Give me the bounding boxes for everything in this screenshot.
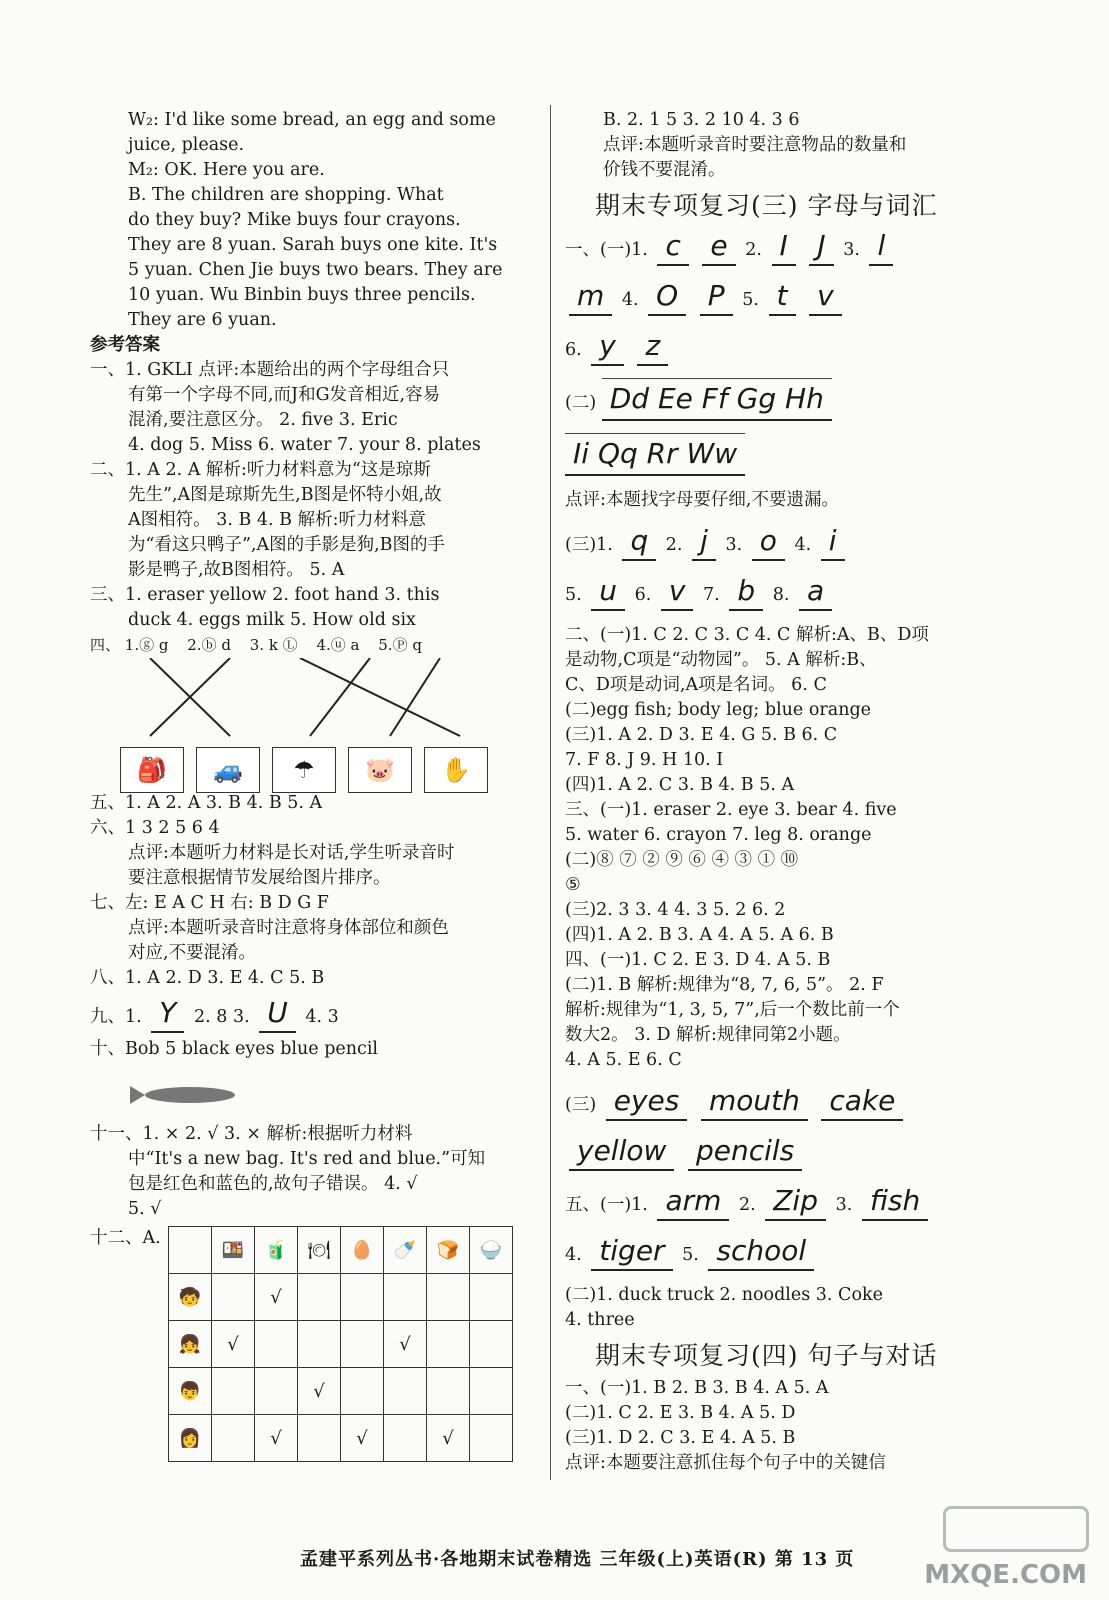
handwritten-letter: i [821,523,845,561]
label: 3. [843,240,860,260]
table-cell [255,1368,298,1415]
answer-line: (四)1. A 2. B 3. A 4. A 5. A 6. B [565,925,834,945]
bread-icon: 🍞 [427,1227,470,1274]
letter-pair: 1.ⓖ g [124,636,169,654]
answer-line: A图相符。 3. B 4. B 解析:听力材料意 [128,510,426,530]
table-cell [212,1274,255,1321]
left-column [90,108,540,1462]
table-row [169,1368,513,1415]
letter-pair: 4.ⓤ a [316,636,360,654]
rice-icon: 🍚 [470,1227,513,1274]
answer-line: (二)1. C 2. E 3. B 4. A 5. D [565,1403,796,1423]
backpack-icon: 🎒 [120,747,184,793]
table-cell: √ [341,1415,384,1462]
q9-line [90,995,540,1033]
match-line [300,658,460,736]
answers-title: 参考答案 [90,335,160,355]
handwritten-letter: l [869,228,893,266]
passage-line: 10 yuan. Wu Binbin buys three pencils. [128,285,476,305]
answer-line: duck 4. eggs milk 5. How old six [128,610,416,630]
label: 8. [772,585,790,605]
handwritten-letter: m [569,278,612,316]
handwritten-word: school [708,1233,814,1271]
handwritten-letter: v [809,278,842,316]
label: 3. [835,1195,853,1215]
answer-line: 一、1. GKLI 点评:本题给出的两个字母组合只 [90,360,450,380]
handwritten-letter: I [772,228,796,266]
answer-line: 三、(一)1. eraser 2. eye 3. bear 4. five [565,800,897,820]
handwritten-letter: c [657,228,688,266]
answer-line: 二、(一)1. C 2. C 3. C 4. C 解析:A、B、D项 [565,625,929,645]
handwritten-letter: b [729,573,763,611]
handwritten-letter: e [702,228,735,266]
label: 6. [565,340,582,360]
handwritten-letter: v [661,573,694,611]
handwritten-word: arm [657,1183,729,1221]
fish-icon [130,1080,250,1110]
answer-line: C、D项是动词,A项是名词。 6. C [565,675,827,695]
handwriting-row [565,1233,1015,1271]
answer-line: 为“看这只鸭子”,A图的手影是狗,B图的手 [128,535,446,555]
table-cell [341,1321,384,1368]
handwriting-row [565,328,1015,366]
handwritten-letter: O [648,278,686,316]
section-heading: 期末专项复习(三) 字母与词汇 [595,191,938,220]
handwritten-letter: j [692,523,716,561]
table-cell [341,1274,384,1321]
juice-box-icon: 🧃 [255,1227,298,1274]
label: (二) [565,393,597,413]
handwritten-letter: q [622,523,656,561]
table-cell [298,1274,341,1321]
table-cell [470,1415,513,1462]
handwritten-answer: Y [151,995,184,1033]
handwritten-letter: o [752,523,785,561]
section-heading: 期末专项复习(四) 句子与对话 [595,1341,938,1370]
answer-line: 四、(一)1. C 2. E 3. D 4. A 5. B [565,950,831,970]
answer-line: 5. water 6. crayon 7. leg 8. orange [565,825,872,845]
answer-line: 价钱不要混淆。 [603,160,726,180]
answer-line: 点评:本题听录音时要注意物品的数量和 [603,135,907,155]
answer-line: (三)1. D 2. C 3. E 4. A 5. B [565,1428,796,1448]
q12-label: 十二、A. [90,1228,161,1248]
umbrella-icon: ☂ [272,747,336,793]
answer-line: 中“It's a new bag. It's red and blue.”可知 [128,1149,486,1169]
column-divider [550,105,551,1480]
table-cell: √ [384,1321,427,1368]
answer-line: (四)1. A 2. C 3. B 4. B 5. A [565,775,795,795]
answer-line: 点评:本题要注意抓住每个句子中的关键信 [565,1453,886,1473]
handwritten-word: fish [862,1183,928,1221]
girl-avatar-icon: 👩 [169,1415,212,1462]
answer-line: 二、1. A 2. A 解析:听力材料意为“这是琼斯 [90,460,431,480]
answer-line: 是动物,C项是“动物园”。 5. A 解析:B、 [565,650,877,670]
answer-line: 三、1. eraser yellow 2. foot hand 3. this [90,585,440,605]
label: (三)1. [565,535,613,555]
label: 5. [742,290,759,310]
handwritten-word: eyes [606,1083,688,1121]
answer-line: 包是红色和蓝色的,故句子错误。 4. √ [128,1174,418,1194]
dialogue-line: M₂: OK. Here you are. [128,160,325,180]
handwritten-word: tiger [591,1233,672,1271]
answer-line: 要注意根据情节发展给图片排序。 [128,868,391,888]
answer-line: 一、(一)1. B 2. B 3. B 4. A 5. A [565,1378,829,1398]
letter-pair: 2.ⓑ d [187,636,231,654]
passage-line: They are 6 yuan. [128,310,277,330]
table-row [169,1227,513,1274]
answer-line: 十、Bob 5 black eyes blue pencil [90,1039,379,1059]
handwriting-row [565,1183,1015,1221]
handwritten-word: pencils [688,1133,802,1171]
table-cell [427,1321,470,1368]
answer-line: 混淆,要注意区分。 2. five 3. Eric [128,410,398,430]
answer-line: 4. three [565,1310,635,1330]
label: 2. [665,535,683,555]
table-cell: √ [212,1321,255,1368]
handwritten-letters: Ii Qq Rr Ww [565,433,745,476]
answer-line: 五、1. A 2. A 3. B 4. B 5. A [90,793,323,813]
dialogue-line: W₂: I'd like some bread, an egg and some [128,110,496,130]
letter-pair: 5.Ⓟ q [378,636,422,654]
answer-line: 十一、1. × 2. √ 3. × 解析:根据听力材料 [90,1124,413,1144]
handwritten-letter: t [769,278,796,316]
label: 3. [725,535,743,555]
letter-matching [90,633,540,784]
label: 4. [794,535,812,555]
boy-avatar-icon: 👦 [169,1368,212,1415]
table-cell [384,1415,427,1462]
answer-line: 数大2。 3. D 解析:规律同第2小题。 [565,1025,851,1045]
table-cell: √ [255,1274,298,1321]
table-cell [169,1227,212,1274]
table-cell [470,1274,513,1321]
answer-line: B. 2. 1 5 3. 2 10 4. 3 6 [603,110,800,130]
handwriting-row [565,1133,1015,1171]
answer-line: 八、1. A 2. D 3. E 4. C 5. B [90,968,325,988]
table-cell [470,1368,513,1415]
handwritten-letter: J [809,228,833,266]
picture-row [120,747,488,793]
table-cell [212,1368,255,1415]
handwritten-word: cake [821,1083,903,1121]
table-cell [341,1368,384,1415]
handwritten-word: mouth [701,1083,808,1121]
handwritten-letter: P [700,278,733,316]
fish-sketch [90,1062,540,1122]
letter-row [90,633,540,658]
handwritten-letters: Dd Ee Ff Gg Hh [602,378,832,421]
boy-avatar-icon: 🧒 [169,1274,212,1321]
answer-line: 解析:规律为“1, 3, 5, 7”,后一个数比前一个 [565,1000,900,1020]
handwritten-answer: U [259,995,296,1033]
table-cell: √ [255,1415,298,1462]
pig-icon: 🐷 [348,747,412,793]
answer-line: (二)1. duck truck 2. noodles 3. Coke [565,1285,883,1305]
plate-icon: 🍽 [298,1227,341,1274]
answer-line: 先生”,A图是琼斯先生,B图是怀特小姐,故 [128,485,442,505]
letter-pair: 3. k Ⓛ [249,636,298,654]
table-cell [255,1321,298,1368]
label: 6. [634,585,652,605]
table-row [169,1321,513,1368]
table-row [169,1415,513,1462]
table-cell [298,1415,341,1462]
label: 5. [682,1245,699,1265]
table-cell [470,1321,513,1368]
food-icon: 🍱 [212,1227,255,1274]
q4-label: 四、 [90,636,121,654]
right-column [565,108,1015,1476]
q9-part: 3. [232,1007,250,1027]
answer-line: 4. A 5. E 6. C [565,1050,682,1070]
answer-line: 7. F 8. J 9. H 10. I [565,750,724,770]
answer-line: 对应,不要混淆。 [128,943,257,963]
table-cell: √ [427,1415,470,1462]
match-line [310,658,370,736]
passage-line: 5 yuan. Chen Jie buys two bears. They are [128,260,503,280]
label: 4. [565,1245,582,1265]
table-cell [384,1368,427,1415]
handwritten-letter: y [591,328,624,366]
match-line [390,658,440,736]
table-cell [427,1274,470,1321]
q9-part: 2. 8 [193,1007,228,1027]
table-cell: √ [298,1368,341,1415]
answer-line: 5. √ [128,1199,162,1219]
shopping-table [168,1226,513,1462]
answer-line: 六、1 3 2 5 6 4 [90,818,220,838]
bottle-icon: 🍼 [384,1227,427,1274]
table-cell [384,1274,427,1321]
answer-line: (二)egg fish; body leg; blue orange [565,700,872,720]
label: 7. [703,585,720,605]
note-line: 点评:本题找字母要仔细,不要遗漏。 [565,490,839,510]
label: 2. [738,1195,756,1215]
answer-line: 影是鸭子,故B图相符。 5. A [128,560,345,580]
dialogue-line: juice, please. [128,135,245,155]
table-cell [298,1321,341,1368]
handwriting-row [565,378,1015,421]
label: 5. [565,585,582,605]
handwritten-word: Zip [765,1183,826,1221]
answer-line: 七、左: E A C H 右: B D G F [90,893,329,913]
answer-line: 有第一个字母不同,而J和G发音相近,容易 [128,385,441,405]
handwriting-row [565,433,1015,476]
jeep-icon: 🚙 [196,747,260,793]
answer-line: (二)1. B 解析:规律为“8, 7, 6, 5”。 2. F [565,975,884,995]
answer-line: 点评:本题听力材料是长对话,学生听录音时 [128,843,455,863]
q12-block [90,1226,540,1462]
label: 五、(一)1. [565,1195,648,1215]
label: (三) [565,1095,597,1115]
table-row [169,1274,513,1321]
handwriting-row [565,228,1015,266]
passage-line: B. The children are shopping. What [128,185,444,205]
label: 2. [745,240,762,260]
table-cell [427,1368,470,1415]
watermark-logo [943,1506,1089,1552]
answer-line: 点评:本题听录音时注意将身体部位和颜色 [128,918,449,938]
answer-line: (二)⑧ ⑦ ② ⑨ ⑥ ④ ③ ① ⑩ [565,850,799,870]
answer-line: 4. dog 5. Miss 6. water 7. your 8. plates [128,435,481,455]
label: 4. [621,290,639,310]
label: 一、(一)1. [565,240,648,260]
answer-line: (三)2. 3 3. 4 4. 3 5. 2 6. 2 [565,900,786,920]
q9-label: 九、1. [90,1007,142,1027]
handwriting-row [565,523,1015,561]
matching-lines [120,658,520,738]
egg-icon: 🥚 [341,1227,384,1274]
handwriting-row [565,1083,1015,1121]
watermark-text: MXQE.COM [924,1560,1087,1590]
hand-icon: ✋ [424,747,488,793]
q9-part: 4. 3 [305,1007,339,1027]
handwriting-row [565,573,1015,611]
handwritten-letter: z [637,328,668,366]
table-cell [212,1415,255,1462]
handwritten-letter: a [799,573,832,611]
handwriting-row [565,278,1015,316]
girl-avatar-icon: 👧 [169,1321,212,1368]
passage-line: They are 8 yuan. Sarah buys one kite. It's [128,235,498,255]
answer-line: (三)1. A 2. D 3. E 4. G 5. B 6. C [565,725,838,745]
passage-line: do they buy? Mike buys four crayons. [128,210,461,230]
page-footer: 孟建平系列丛书·各地期末试卷精选 三年级(上)英语(R) 第 13 页 [300,1549,855,1570]
handwritten-word: yellow [569,1133,674,1171]
answer-line: ⑤ [565,875,581,895]
handwritten-letter: u [591,573,625,611]
